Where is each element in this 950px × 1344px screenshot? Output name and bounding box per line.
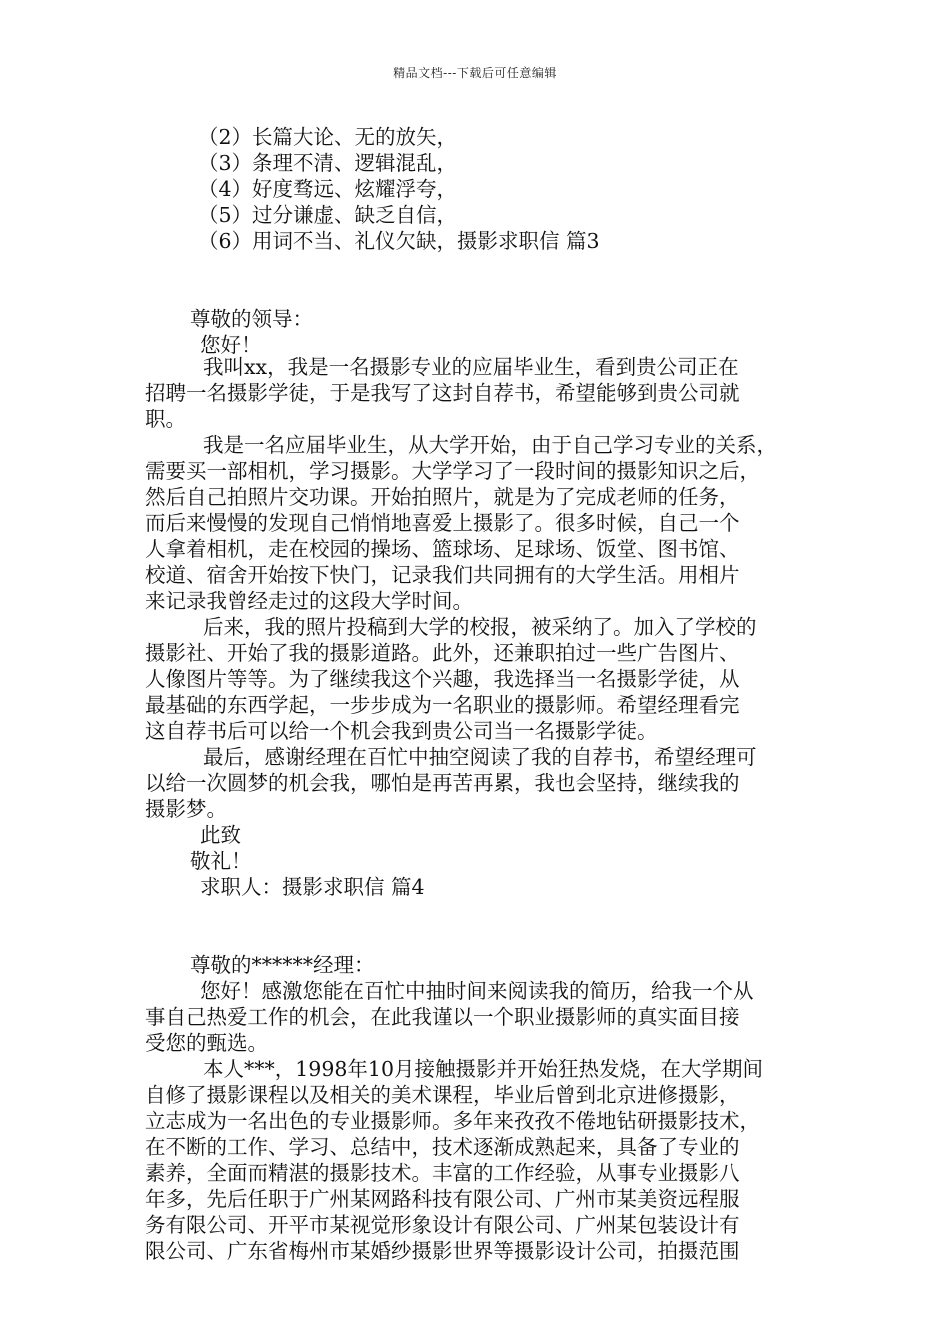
signature-line: 求职人：摄影求职信 篇4 xyxy=(200,875,425,899)
paragraph-line: 需要买一部相机，学习摄影。大学学习了一段时间的摄影知识之后， xyxy=(145,459,760,483)
list-item: （4）好度骛远、炫耀浮夸， xyxy=(198,177,458,201)
page-header: 精品文档---下载后可任意编辑 xyxy=(393,66,557,80)
paragraph-line: 自修了摄影课程以及相关的美术课程，毕业后曾到北京进修摄影， xyxy=(145,1083,740,1107)
paragraph-line: 校道、宿舍开始按下快门，记录我们共同拥有的大学生活。用相片 xyxy=(145,563,740,587)
paragraph-line: 立志成为一名出色的专业摄影师。多年来孜孜不倦地钻研摄影技术， xyxy=(145,1109,760,1133)
paragraph-line: 招聘一名摄影学徒，于是我写了这封自荐书，希望能够到贵公司就 xyxy=(145,381,740,405)
list-item: （2）长篇大论、无的放矢， xyxy=(198,125,458,149)
list-item: （5）过分谦虚、缺乏自信， xyxy=(198,203,458,227)
paragraph-line: 以给一次圆梦的机会我，哪怕是再苦再累，我也会坚持，继续我的 xyxy=(145,771,740,795)
paragraph-line: 最基础的东西学起，一步步成为一名职业的摄影师。希望经理看完 xyxy=(145,693,740,717)
paragraph-line: 我是一名应届毕业生，从大学开始，由于自己学习专业的关系， xyxy=(203,433,777,457)
salutation: 尊敬的******经理： xyxy=(190,953,375,977)
paragraph-line: 摄影梦。 xyxy=(145,797,227,821)
paragraph-line: 事自己热爱工作的机会，在此我谨以一个职业摄影师的真实面目接 xyxy=(145,1005,740,1029)
paragraph-line: 摄影社、开始了我的摄影道路。此外，还兼职拍过一些广告图片、 xyxy=(145,641,740,665)
salutation: 尊敬的领导： xyxy=(190,307,313,331)
paragraph-line: 来记录我曾经走过的这段大学时间。 xyxy=(145,589,473,613)
list-item: （3）条理不清、逻辑混乱， xyxy=(198,151,458,175)
greeting: 您好！ xyxy=(200,333,262,357)
paragraph-line: 我叫xx，我是一名摄影专业的应届毕业生，看到贵公司正在 xyxy=(203,355,739,379)
closing-line: 此致 xyxy=(200,823,241,847)
paragraph-line: 职。 xyxy=(145,407,186,431)
paragraph-line: 最后，感谢经理在百忙中抽空阅读了我的自荐书，希望经理可 xyxy=(203,745,757,769)
paragraph-line: 限公司、广东省梅州市某婚纱摄影世界等摄影设计公司，拍摄范围 xyxy=(145,1239,740,1263)
paragraph-line: 本人***，1998年10月接触摄影并开始狂热发烧，在大学期间 xyxy=(203,1057,764,1081)
list-item: （6）用词不当、礼仪欠缺，摄影求职信 篇3 xyxy=(198,229,600,253)
paragraph-line: 而后来慢慢的发现自己悄悄地喜爱上摄影了。很多时候，自己一个 xyxy=(145,511,740,535)
paragraph-line: 务有限公司、开平市某视觉形象设计有限公司、广州某包装设计有 xyxy=(145,1213,740,1237)
paragraph-line: 然后自己拍照片交功课。开始拍照片，就是为了完成老师的任务， xyxy=(145,485,740,509)
paragraph-line: 年多，先后任职于广州某网路科技有限公司、广州市某美资远程服 xyxy=(145,1187,740,1211)
paragraph-line: 后来，我的照片投稿到大学的校报，被采纳了。加入了学校的 xyxy=(203,615,757,639)
paragraph-line: 在不断的工作、学习、总结中，技术逐渐成熟起来，具备了专业的 xyxy=(145,1135,740,1159)
closing-line: 敬礼！ xyxy=(190,849,252,873)
paragraph-line: 人拿着相机，走在校园的操场、篮球场、足球场、饭堂、图书馆、 xyxy=(145,537,740,561)
paragraph-line: 这自荐书后可以给一个机会我到贵公司当一名摄影学徒。 xyxy=(145,719,658,743)
paragraph-line: 受您的甄选。 xyxy=(145,1031,268,1055)
paragraph-line: 您好！感激您能在百忙中抽时间来阅读我的简历，给我一个从 xyxy=(200,979,754,1003)
paragraph-line: 人像图片等等。为了继续我这个兴趣，我选择当一名摄影学徒，从 xyxy=(145,667,740,691)
paragraph-line: 素养，全面而精湛的摄影技术。丰富的工作经验，从事专业摄影八 xyxy=(145,1161,740,1185)
